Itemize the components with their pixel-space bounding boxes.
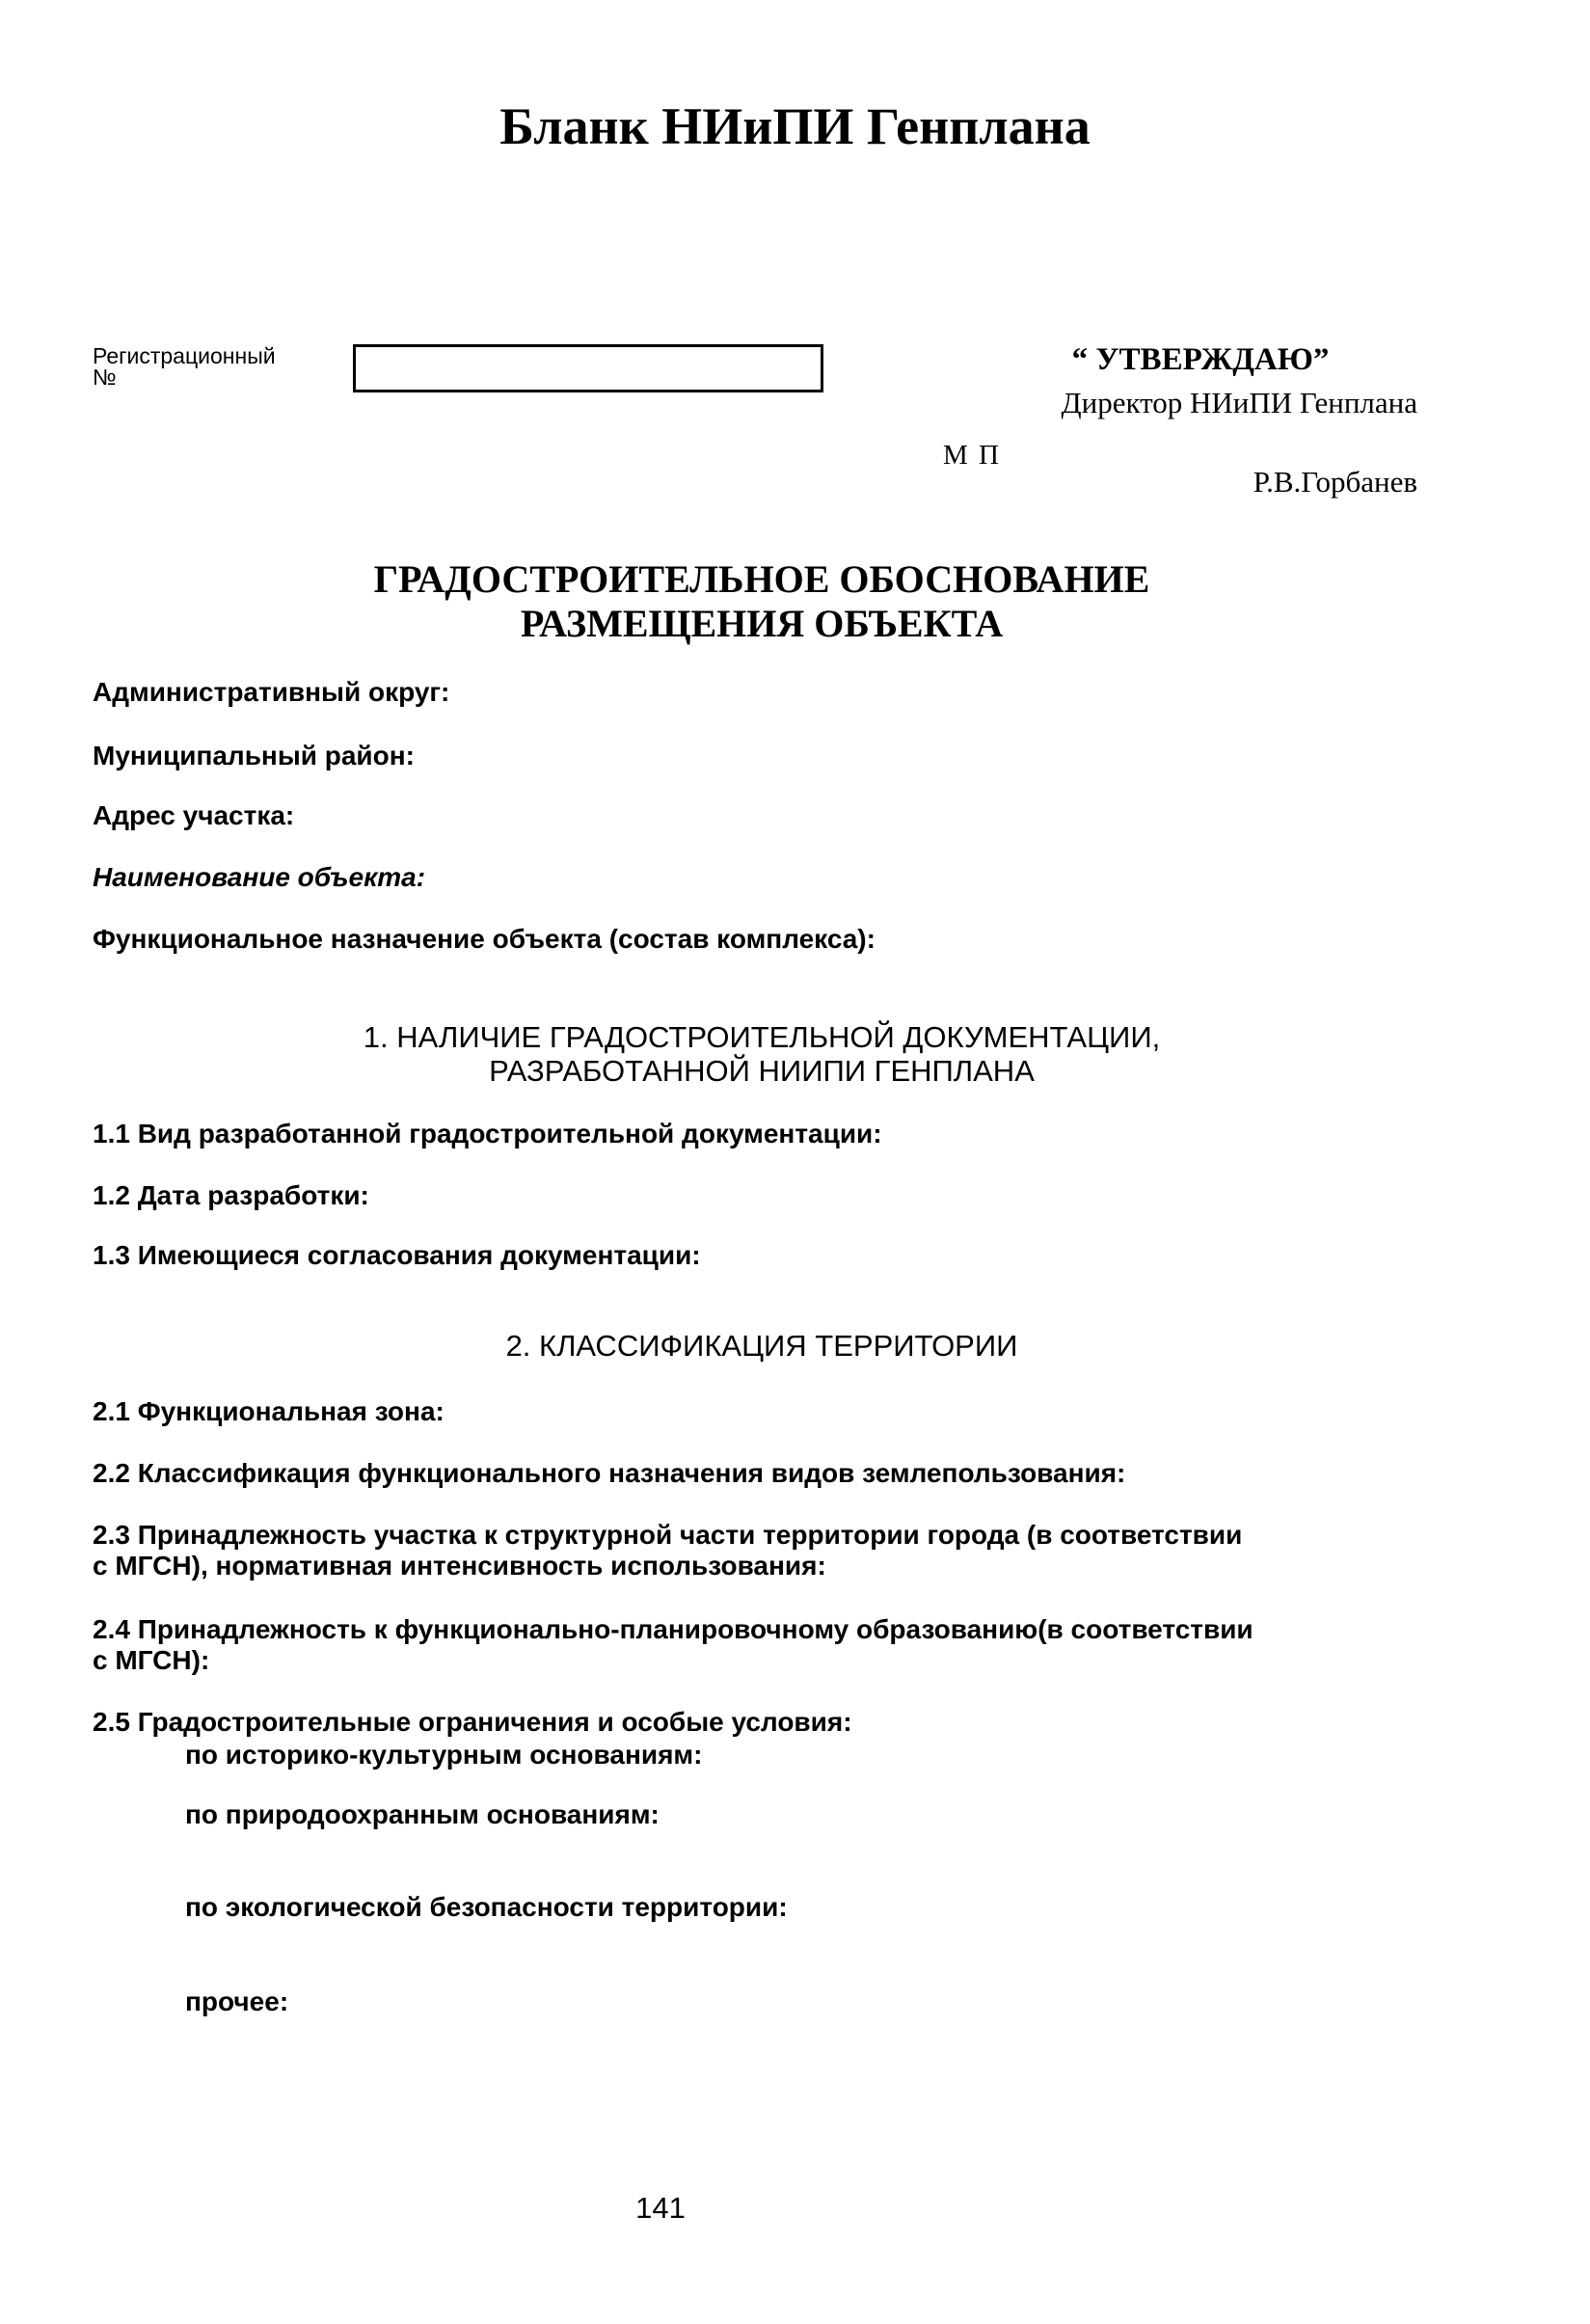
- registration-number-field[interactable]: [353, 344, 823, 392]
- restriction-other: прочее:: [185, 1986, 289, 2016]
- restriction-historic: по историко-культурным основаниям:: [185, 1740, 703, 1770]
- item-2-4-line-1: 2.4 Принадлежность к функционально-планировочному образованию(в соответствии: [93, 1614, 1253, 1644]
- field-object-name: Наименование объекта:: [93, 862, 426, 892]
- section-1-heading-line-1: 1. НАЛИЧИЕ ГРАДОСТРОИТЕЛЬНОЙ ДОКУМЕНТАЦИИ,: [363, 1020, 1161, 1054]
- field-function: Функциональное назначение объекта (состав комплекса):: [93, 924, 876, 954]
- item-1-2: 1.2 Дата разработки:: [93, 1180, 369, 1210]
- item-1-3: 1.3 Имеющиеся согласования документации:: [93, 1240, 701, 1270]
- registration-number-sign: №: [93, 365, 117, 390]
- approval-stamp: “ УТВЕРЖДАЮ”: [1071, 342, 1330, 377]
- item-2-4: [93, 1614, 1462, 1676]
- director-title: Директор НИиПИ Генплана: [1061, 386, 1417, 419]
- item-2-3: [93, 1520, 1462, 1581]
- seal-place-label: М П: [943, 440, 1001, 471]
- blank-title: Бланк НИиПИ Генплана: [499, 97, 1091, 155]
- document-title-line-1: ГРАДОСТРОИТЕЛЬНОЕ ОБОСНОВАНИЕ: [373, 557, 1150, 601]
- restriction-nature: по природоохранным основаниям:: [185, 1799, 660, 1829]
- field-district: Административный округ:: [93, 677, 450, 707]
- signer-name: Р.В.Горбанев: [1253, 465, 1417, 499]
- section-2-heading: 2. КЛАССИФИКАЦИЯ ТЕРРИТОРИИ: [505, 1329, 1018, 1363]
- item-2-1: 2.1 Функциональная зона:: [93, 1396, 445, 1426]
- field-address: Адрес участка:: [93, 800, 295, 830]
- item-1-1: 1.1 Вид разработанной градостроительной документации:: [93, 1119, 882, 1148]
- item-2-5: 2.5 Градостроительные ограничения и особые условия:: [93, 1707, 852, 1737]
- registration-label-text: Регистрационный: [93, 343, 276, 368]
- item-2-2: 2.2 Классификация функционального назначения видов землепользования:: [93, 1458, 1126, 1488]
- page-number: 141: [635, 2191, 686, 2225]
- item-2-4-line-2: с МГСН):: [93, 1645, 210, 1675]
- document-title: [0, 557, 1523, 646]
- section-1-heading: [0, 1020, 1523, 1088]
- document-title-line-2: РАЗМЕЩЕНИЯ ОБЪЕКТА: [520, 602, 1004, 645]
- restriction-ecology: по экологической безопасности территории:: [185, 1892, 788, 1922]
- item-2-3-line-2: с МГСН), нормативная интенсивность использования:: [93, 1551, 826, 1581]
- field-municipal-district: Муниципальный район:: [93, 741, 415, 770]
- registration-label: [93, 345, 343, 388]
- section-1-heading-line-2: РАЗРАБОТАННОЙ НИИПИ ГЕНПЛАНА: [489, 1054, 1035, 1088]
- item-2-3-line-1: 2.3 Принадлежность участка к структурной части территории города (в соответствии: [93, 1520, 1243, 1550]
